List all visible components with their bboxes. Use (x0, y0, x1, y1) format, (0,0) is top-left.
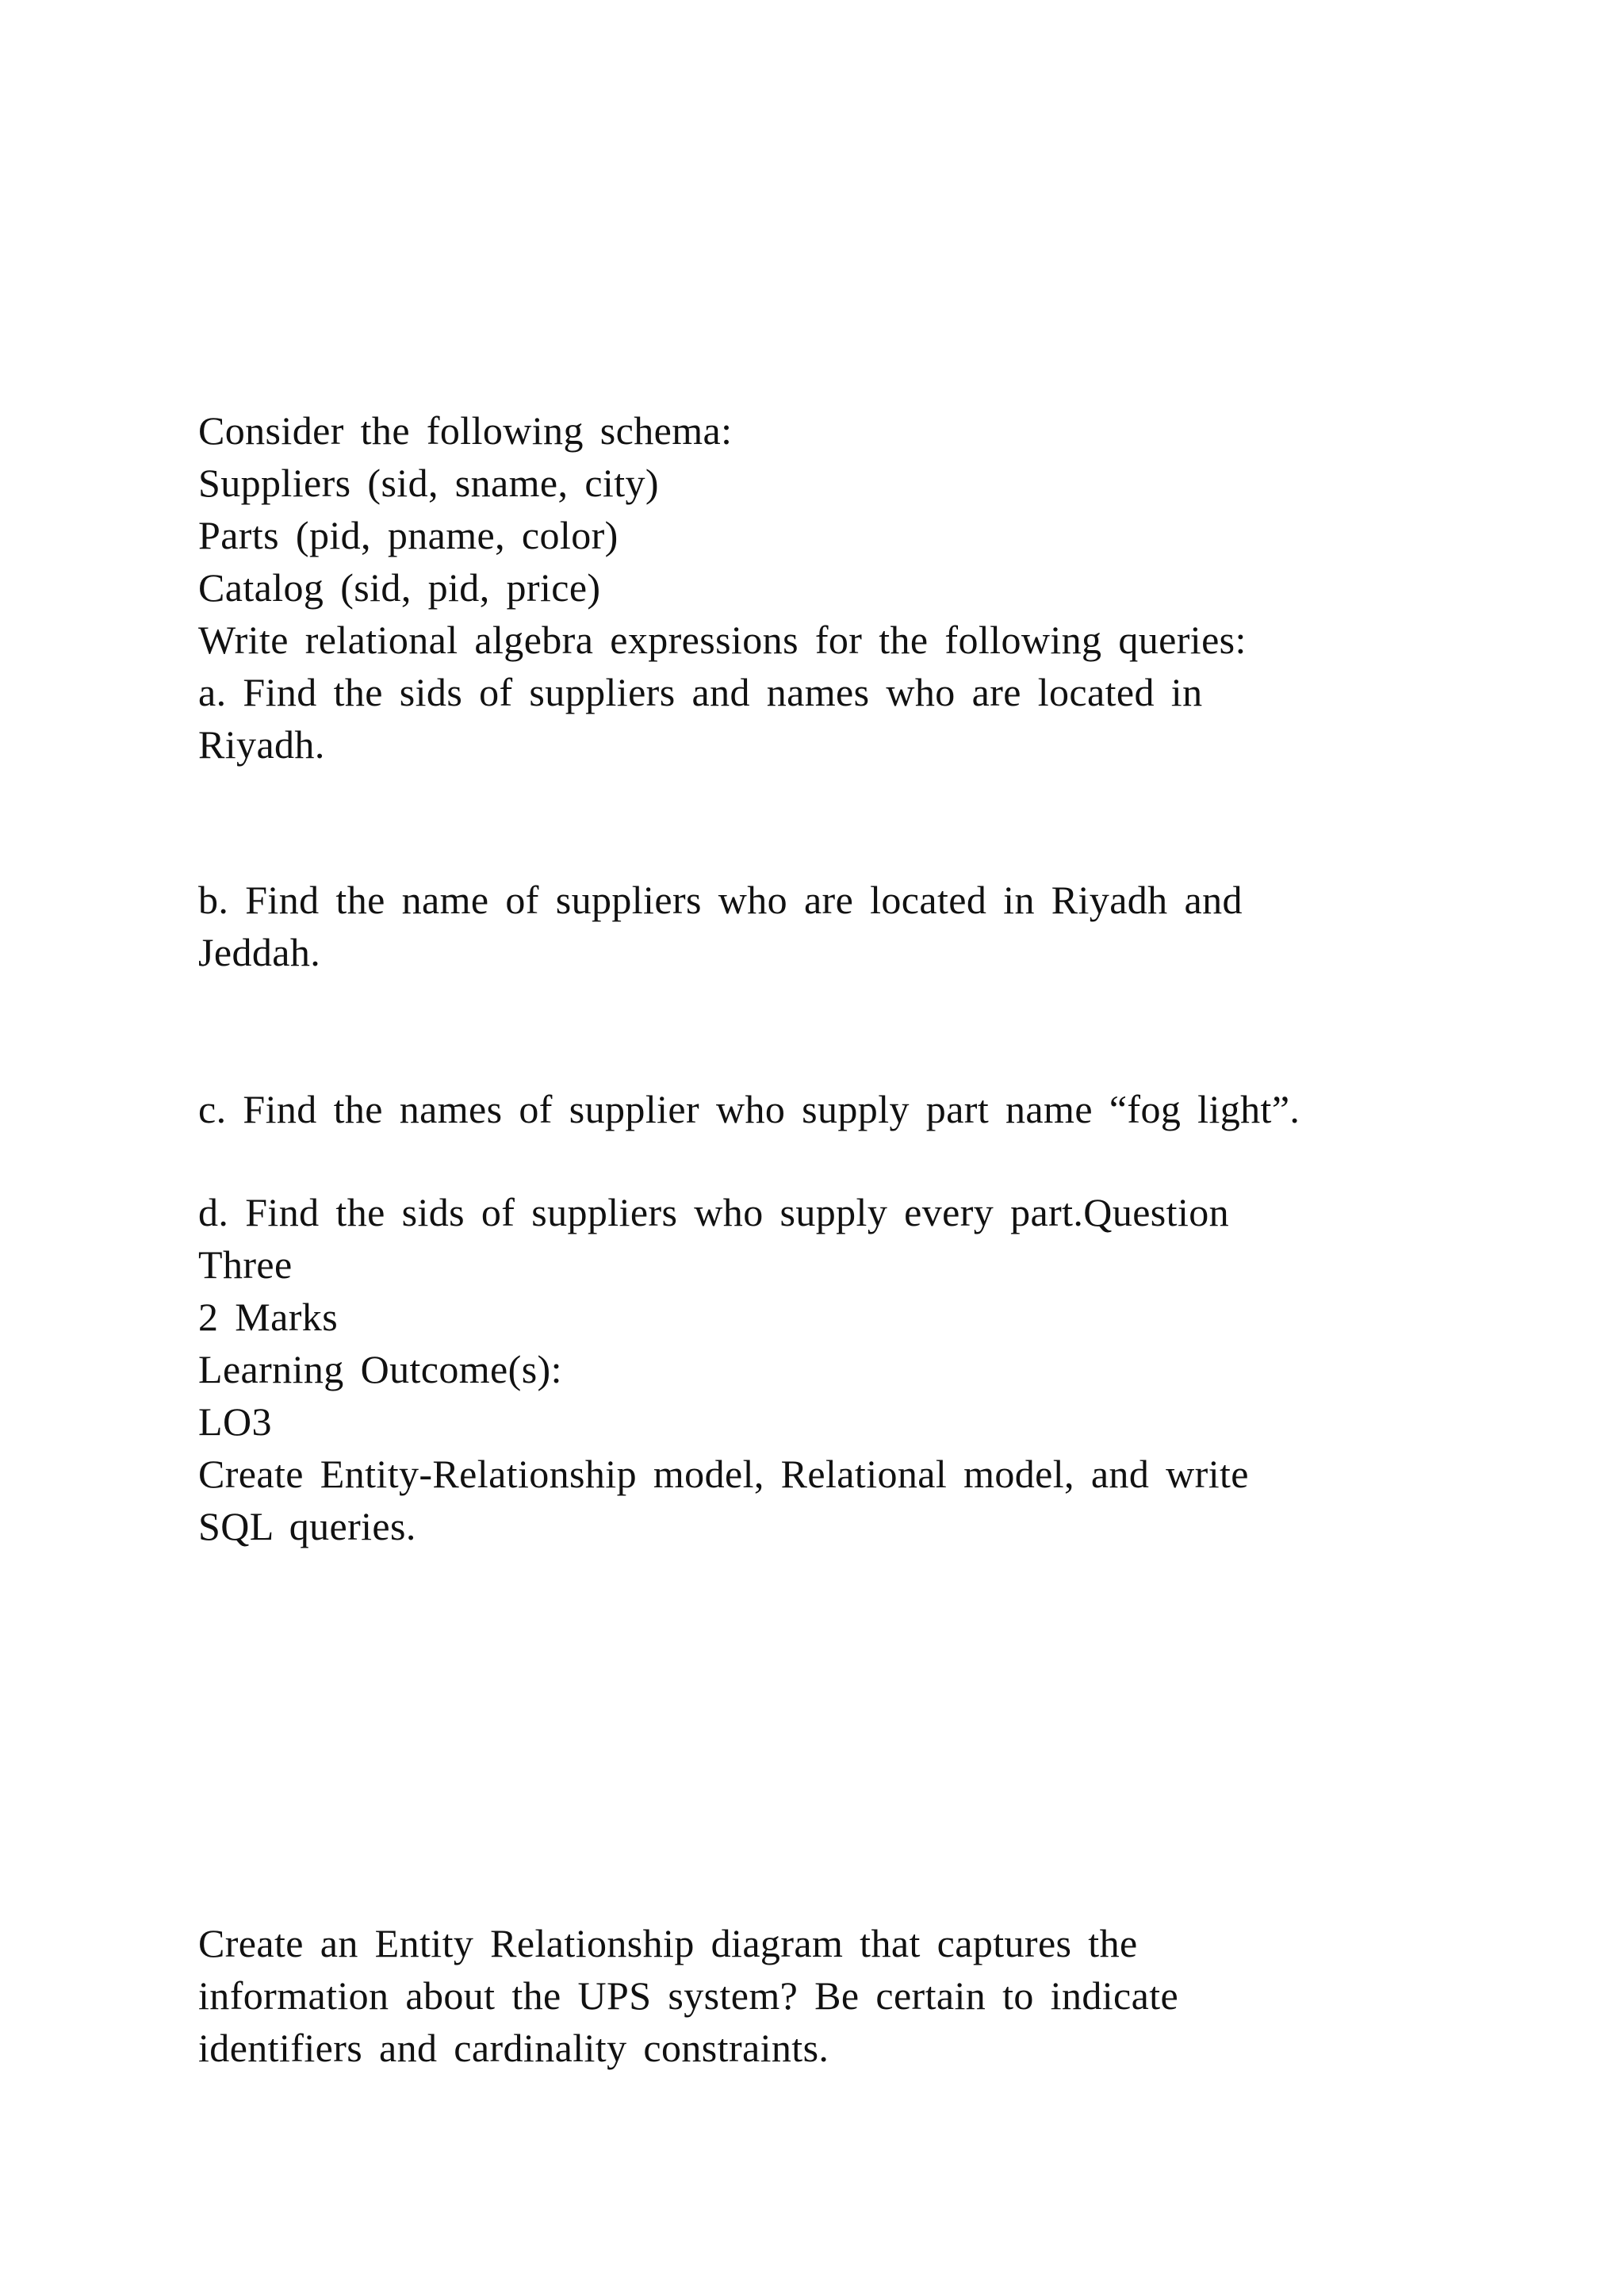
schema-parts: Parts (pid, pname, color) (198, 513, 619, 557)
question-a-line2: Riyadh. (198, 722, 325, 767)
question-b-line1: b. Find the name of suppliers who are located in Riyadh and (198, 878, 1243, 922)
schema-catalog: Catalog (sid, pid, price) (198, 565, 601, 610)
er-task-line2: information about the UPS system? Be certain to indicate (198, 1973, 1179, 2018)
question-c-line1: c. Find the names of supplier who supply part name “fog light”. (198, 1087, 1300, 1131)
question-d-line1: d. Find the sids of suppliers who supply every part.Question (198, 1190, 1230, 1234)
er-task-line3: identifiers and cardinality constraints. (198, 2026, 829, 2070)
er-task-line1: Create an Entity Relationship diagram that captures the (198, 1921, 1138, 1965)
marks-label: 2 Marks (198, 1295, 339, 1339)
learning-outcome-line2: SQL queries. (198, 1504, 416, 1548)
question-b-line2: Jeddah. (198, 930, 321, 974)
schema-intro: Consider the following schema: (198, 408, 733, 453)
question-d-line2: Three (198, 1242, 293, 1287)
question-a-line1: a. Find the sids of suppliers and names who are located in (198, 670, 1203, 714)
instruction-text: Write relational algebra expressions for the following queries: (198, 618, 1247, 662)
learning-outcomes-label: Learning Outcome(s): (198, 1347, 562, 1391)
learning-outcome-code: LO3 (198, 1399, 272, 1444)
learning-outcome-line1: Create Entity-Relationship model, Relational model, and write (198, 1452, 1249, 1496)
schema-suppliers: Suppliers (sid, sname, city) (198, 461, 659, 505)
